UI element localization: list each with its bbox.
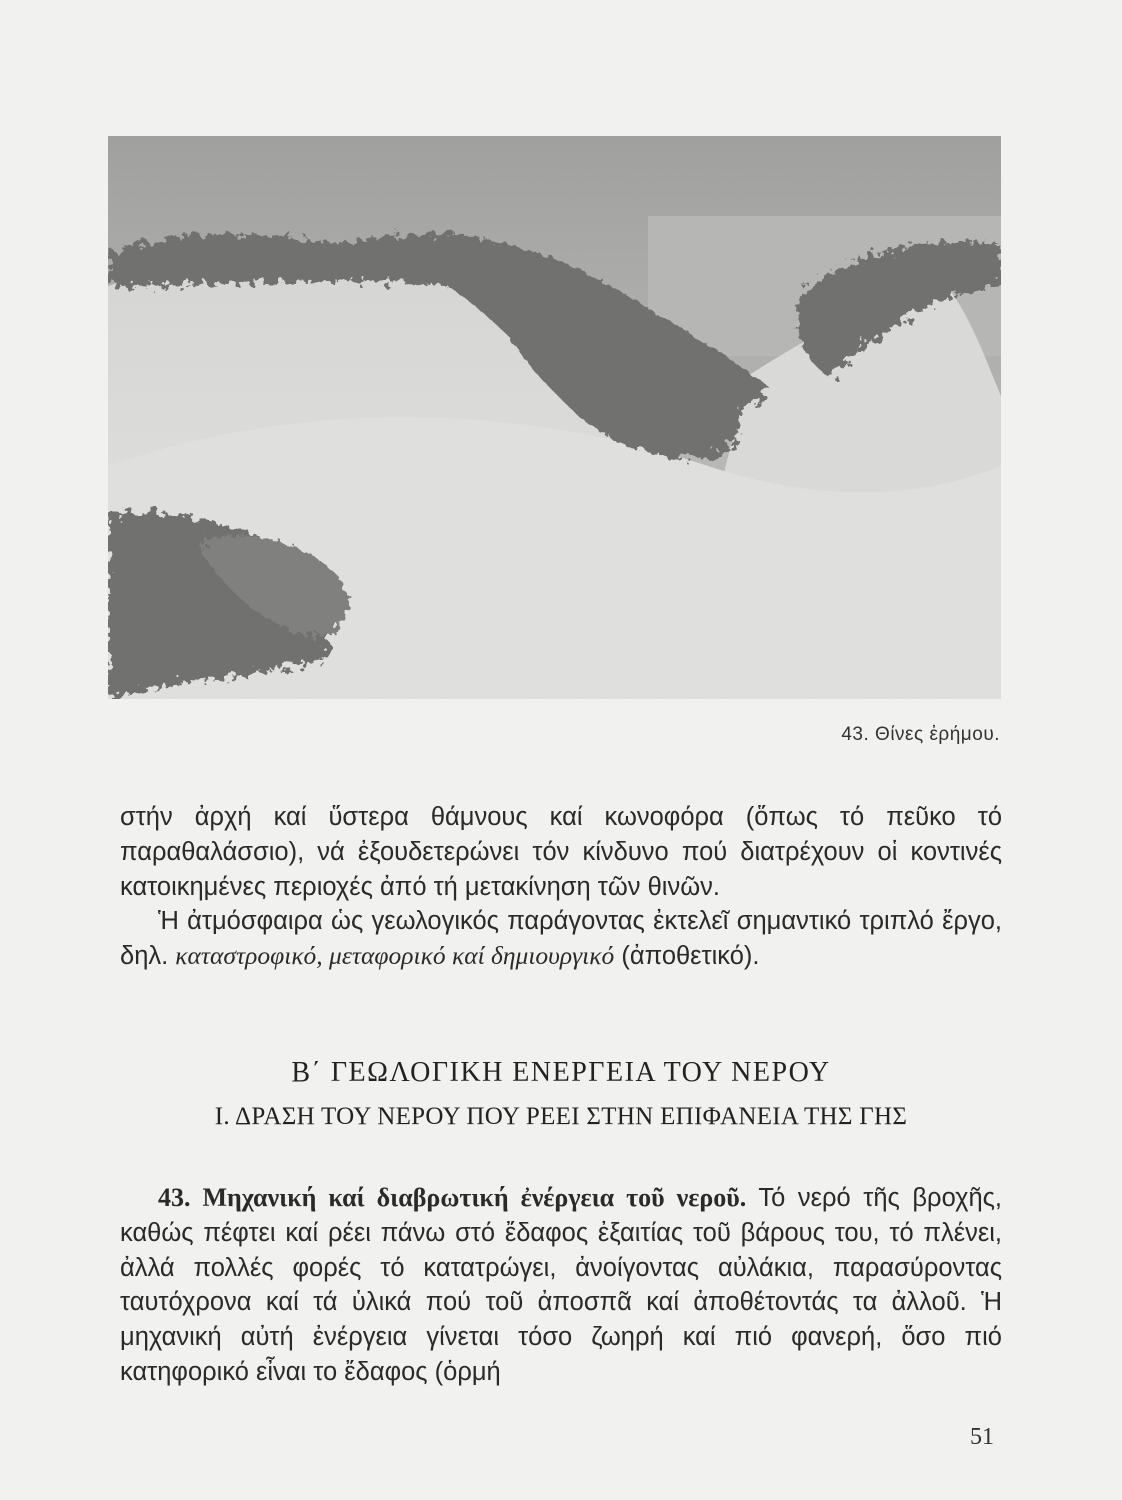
paragraph-continued: στήν ἀρχή καί ὕστερα θάμνους καί κωνοφόρα (ὅπως τό πεῦκο τό παραθαλάσσιο), νά ἐξουδετερώνει τόν κίνδυνο πού διατρέχουν οἱ κοντινές κατοικημένες περιοχές ἀπό τή μετακίνηση τῶν θινῶν.	[120, 803, 1002, 901]
paragraph-atmosphere	[120, 904, 1002, 974]
text-block-top	[120, 800, 1002, 974]
section-43-title: 43. Μηχανική καί διαβρωτική ἐνέργεια τοῦ νεροῦ.	[158, 1183, 747, 1212]
figure-caption: 43. Θίνες ἐρήμου.	[841, 724, 1000, 745]
atmosphere-text-before: Ἡ ἀτμόσφαιρα ὡς γεωλογικός παράγοντας ἐκτελεῖ σημαντικό τριπλό ἔργο, δηλ.	[120, 907, 1002, 971]
text-block-section-43	[120, 1181, 1002, 1390]
paragraph-section-43	[120, 1181, 1002, 1390]
page-number: 51	[970, 1424, 994, 1450]
chapter-heading: Β΄ ΓΕΩΛΟΓΙΚΗ ΕΝΕΡΓΕΙΑ ΤΟΥ ΝΕΡΟΥ	[291, 1057, 831, 1088]
desert-dunes-photo	[108, 136, 1001, 699]
atmosphere-text-after: (ἀποθετικό).	[614, 942, 760, 971]
section-heading: Ι. ΔΡΑΣΗ ΤΟΥ ΝΕΡΟΥ ΠΟΥ ΡΕΕΙ ΣΤΗΝ ΕΠΙΦΑΝΕΙΑ ΤΗΣ ΓΗΣ	[214, 1103, 908, 1130]
section-43-text: Τό νερό τῆς βροχῆς, καθώς πέφτει καί ρέει πάνω στό ἔδαφος ἐξαιτίας τοῦ βάρους του, τό πλένει, ἀλλά πολλές φορές τό κατατρώγει, ἀνοίγοντας αὐλάκια, παρασύροντας ταυτόχρονα καί τά ὑλικά πού τοῦ ἀποσπᾶ καί ἀποθέτοντάς τα ἀλλοῦ. Ἡ μηχανική αὐτή ἐνέργεια γίνεται τόσο ζωηρή καί πιό φανερή, ὅσο πιό κατηφορικό εἶναι το ἔδαφος (ὁρμή	[120, 1184, 1003, 1386]
atmosphere-emphasis: καταστροφικό, μεταφορικό καί δημιουργικό	[175, 941, 615, 971]
dunes-illustration	[108, 136, 1001, 699]
